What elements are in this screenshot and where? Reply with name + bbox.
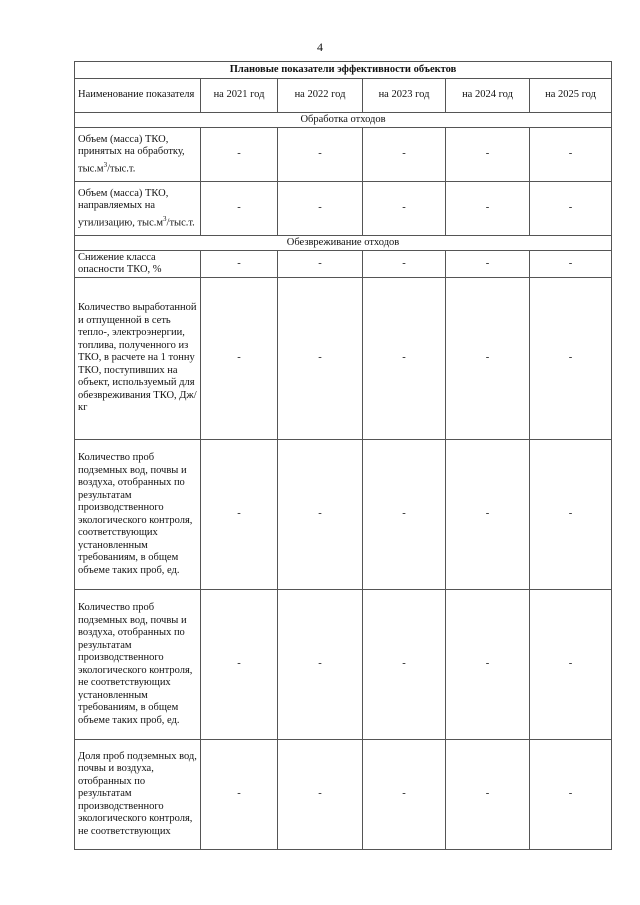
value-2023: -	[363, 251, 446, 278]
header-year-2023: на 2023 год	[363, 79, 446, 113]
value-2024: -	[446, 590, 530, 740]
value-2025: -	[530, 182, 612, 236]
value-2023: -	[363, 440, 446, 590]
value-2021: -	[201, 590, 278, 740]
indicator-name: Объем (масса) ТКО, направляемых на утилизацию, $тыс.м^3/тыс.т$.	[75, 182, 201, 236]
value-2025: -	[530, 440, 612, 590]
header-year-2021: на 2021 год	[201, 79, 278, 113]
value-2023: -	[363, 278, 446, 440]
value-2022: -	[278, 251, 363, 278]
value-2025: -	[530, 278, 612, 440]
indicator-name: Количество выработанной и отпущенной в сеть тепло-, электроэнергии, топлива, полученного из ТКО, в расчете на 1 тонну ТКО, поступивших на объект, используемый для обезвреживания ТКО, Дж/кг	[75, 278, 201, 440]
indicator-name: Доля проб подземных вод, почвы и воздуха, отобранных по результатам производственного экологического контроля, не соответствующих	[75, 740, 201, 850]
section-row	[75, 113, 612, 128]
indicator-name: Объем (масса) ТКО, принятых на обработку, $тыс.м^3/тыс.т$.	[75, 128, 201, 182]
table-row	[75, 440, 612, 590]
title-row	[75, 62, 612, 79]
value-2021: -	[201, 740, 278, 850]
page-number: 4	[317, 40, 323, 54]
table-row	[75, 278, 612, 440]
table-row	[75, 740, 612, 850]
header-year-2024: на 2024 год	[446, 79, 530, 113]
value-2021: -	[201, 128, 278, 182]
value-2024: -	[446, 440, 530, 590]
kpi-table	[74, 61, 612, 850]
header-year-2022: на 2022 год	[278, 79, 363, 113]
table-title: Плановые показатели эффективности объектов	[75, 62, 612, 79]
value-2021: -	[201, 251, 278, 278]
table-row	[75, 182, 612, 236]
table-row	[75, 590, 612, 740]
value-2023: -	[363, 182, 446, 236]
value-2024: -	[446, 278, 530, 440]
value-2024: -	[446, 182, 530, 236]
value-2023: -	[363, 128, 446, 182]
value-2025: -	[530, 740, 612, 850]
value-2022: -	[278, 590, 363, 740]
value-2021: -	[201, 278, 278, 440]
value-2025: -	[530, 128, 612, 182]
header-row	[75, 79, 612, 113]
section-row	[75, 236, 612, 251]
table-row	[75, 128, 612, 182]
value-2022: -	[278, 740, 363, 850]
table-row	[75, 251, 612, 278]
value-2022: -	[278, 128, 363, 182]
indicator-name: Снижение класса опасности ТКО, %	[75, 251, 201, 278]
header-name: Наименование показателя	[75, 79, 201, 113]
header-year-2025: на 2025 год	[530, 79, 612, 113]
value-2024: -	[446, 128, 530, 182]
indicator-name: Количество проб подземных вод, почвы и воздуха, отобранных по результатам производственного экологического контроля, соответствующих установленным требованиям, в общем объеме таких проб, ед.	[75, 440, 201, 590]
value-2024: -	[446, 251, 530, 278]
value-2025: -	[530, 251, 612, 278]
value-2024: -	[446, 740, 530, 850]
value-2022: -	[278, 440, 363, 590]
section-title-processing: Обработка отходов	[75, 113, 612, 128]
value-2022: -	[278, 278, 363, 440]
value-2025: -	[530, 590, 612, 740]
section-title-neutralization: Обезвреживание отходов	[75, 236, 612, 251]
indicator-name: Количество проб подземных вод, почвы и воздуха, отобранных по результатам производственного экологического контроля, не соответствующих установленным требованиям, в общем объеме таких проб, ед.	[75, 590, 201, 740]
value-2023: -	[363, 590, 446, 740]
value-2023: -	[363, 740, 446, 850]
value-2021: -	[201, 182, 278, 236]
value-2022: -	[278, 182, 363, 236]
value-2021: -	[201, 440, 278, 590]
